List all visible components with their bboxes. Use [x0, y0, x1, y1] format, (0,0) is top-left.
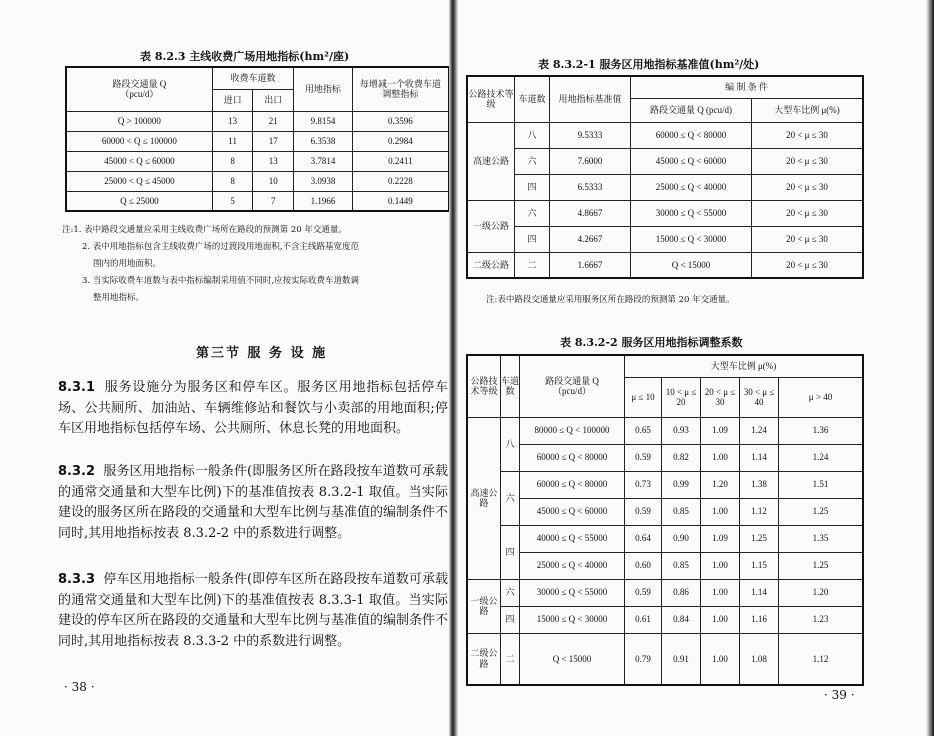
col-header-adjust: 每增减一个收费车道调整指标	[352, 67, 449, 111]
cell-lanes: 六	[515, 148, 550, 174]
cell-v: 0.93	[662, 417, 701, 444]
cell-q: Q < 15000	[520, 633, 625, 685]
table-8-3-2-1-caption: 表 8.3.2-1 服务区用地指标基准值(hm²/处)	[538, 58, 760, 71]
cell-q: 25000 < Q ≤ 45000	[66, 171, 212, 191]
cell-q: 40000 ≤ Q < 55000	[520, 525, 625, 552]
col-header-ratio-2: 10 < μ ≤ 20	[662, 377, 701, 417]
cell-v: 1.09	[701, 417, 740, 444]
cell-out: 17	[253, 131, 294, 151]
cell-q: 30000 ≤ Q < 55000	[520, 579, 625, 606]
cell-in: 13	[212, 111, 253, 131]
note-2-cont: 围内的用地面积。	[93, 259, 162, 269]
table-row	[467, 444, 863, 471]
service-area-base-table	[466, 75, 864, 279]
cell-out: 7	[253, 191, 294, 211]
table-row	[467, 552, 863, 579]
cell-grade: 二级公路	[467, 633, 501, 685]
table-row	[467, 498, 863, 525]
cell-grade: 一级公路	[467, 579, 501, 633]
cell-v: 1.25	[779, 552, 864, 579]
cell-q: 15000 ≤ Q < 30000	[520, 606, 625, 633]
cell-lanes: 四	[515, 174, 550, 200]
table-row	[467, 471, 863, 498]
cell-q: Q < 15000	[631, 252, 752, 278]
cell-in: 8	[212, 171, 253, 191]
cell-ratio: 20 < μ ≤ 30	[752, 148, 864, 174]
cell-v: 0.84	[662, 606, 701, 633]
paragraph-8-3-1	[58, 378, 448, 440]
table-row	[66, 171, 449, 191]
cell-in: 8	[212, 151, 253, 171]
cell-lanes: 六	[501, 579, 520, 606]
table-notes	[62, 222, 359, 307]
cell-base: 4.8667	[550, 200, 631, 226]
cell-in: 11	[212, 131, 253, 151]
cell-lanes: 八	[515, 122, 550, 148]
cell-adj: 0.2228	[352, 171, 449, 191]
cell-lanes: 六	[515, 200, 550, 226]
right-page	[458, 0, 934, 736]
cell-adj: 0.2411	[352, 151, 449, 171]
cell-in: 5	[212, 191, 253, 211]
cell-out: 13	[253, 151, 294, 171]
cell-q: 60000 < Q ≤ 100000	[66, 131, 212, 151]
clause-text: 服务区用地指标一般条件(即服务区所在路段按车道数可承载的通常交通量和大型车比例)下的基准值按表 8.3.2-1 取值。当实际建设的服务区所在路段的交通量和大型车比例与基准值的编制条件不同时,其用地指标按表 8.3.2-2 中的系数进行调整。	[58, 464, 449, 541]
cell-v: 0.90	[662, 525, 701, 552]
cell-v: 0.64	[625, 525, 662, 552]
cell-lanes: 六	[501, 471, 520, 525]
cell-q: 15000 ≤ Q < 30000	[631, 226, 752, 252]
cell-area: 1.1966	[294, 191, 353, 211]
cell-v: 1.51	[779, 471, 864, 498]
left-page	[0, 0, 452, 736]
col-header-lanes: 收费车道数	[212, 67, 293, 89]
cell-v: 0.99	[662, 471, 701, 498]
cell-q: Q > 100000	[66, 111, 212, 131]
col-header-out: 出口	[253, 89, 294, 111]
cell-v: 1.00	[701, 498, 740, 525]
cell-v: 0.65	[625, 417, 662, 444]
col-header-ratio: 大型车比例 μ(%)	[625, 355, 864, 377]
cell-area: 3.0938	[294, 171, 353, 191]
cell-v: 1.24	[779, 444, 864, 471]
cell-ratio: 20 < μ ≤ 30	[752, 122, 864, 148]
cell-adj: 0.3596	[352, 111, 449, 131]
cell-lanes: 二	[515, 252, 550, 278]
col-header-lanes: 车道数	[501, 355, 520, 417]
cell-lanes: 八	[501, 417, 520, 471]
col-header-lanes: 车道数	[515, 76, 550, 122]
cell-v: 1.08	[740, 633, 779, 685]
clause-number: 8.3.1	[58, 380, 96, 395]
cell-v: 1.35	[779, 525, 864, 552]
page-number-right: · 39 ·	[824, 688, 855, 702]
cell-v: 1.12	[740, 498, 779, 525]
col-header-ratio-3: 20 < μ ≤ 30	[701, 377, 740, 417]
clause-text: 停车区用地指标一般条件(即停车区所在路段按车道数可承载的通常交通量和大型车比例)下的基准值按表 8.3.3-1 取值。当实际建设的停车区所在路段的交通量和大型车比例与基准值的编制条件不同时,其用地指标按表 8.3.3-2 中的系数进行调整。	[58, 572, 449, 649]
cell-v: 1.25	[740, 525, 779, 552]
cell-q: 80000 ≤ Q < 100000	[520, 417, 625, 444]
table-row	[467, 226, 863, 252]
cell-base: 4.2667	[550, 226, 631, 252]
cell-q: 45000 ≤ Q < 60000	[631, 148, 752, 174]
cell-v: 0.59	[625, 579, 662, 606]
clause-number: 8.3.2	[58, 464, 96, 479]
table-row	[467, 579, 863, 606]
cell-base: 9.5333	[550, 122, 631, 148]
book-spine	[449, 0, 458, 736]
table-8-2-3-caption: 表 8.2.3 主线收费广场用地指标(hm²/座)	[140, 50, 350, 63]
cell-v: 0.91	[662, 633, 701, 685]
col-header-grade: 公路技术等级	[467, 355, 501, 417]
cell-v: 0.60	[625, 552, 662, 579]
page-edge	[926, 0, 934, 736]
cell-q: 45000 ≤ Q < 60000	[520, 498, 625, 525]
cell-ratio: 20 < μ ≤ 30	[752, 200, 864, 226]
cell-v: 1.00	[701, 606, 740, 633]
col-header-traffic	[520, 355, 625, 417]
cell-v: 1.16	[740, 606, 779, 633]
toll-plaza-table	[65, 66, 450, 212]
col-header-ratio-4: 30 < μ ≤ 40	[740, 377, 779, 417]
cell-lanes: 四	[501, 525, 520, 579]
cell-base: 1.6667	[550, 252, 631, 278]
table-row	[467, 252, 863, 278]
cell-v: 0.61	[625, 606, 662, 633]
cell-v: 1.36	[779, 417, 864, 444]
table-note: 注:表中路段交通量应采用服务区所在路段的预测第 20 年交通量。	[486, 295, 735, 305]
cell-v: 1.09	[701, 525, 740, 552]
cell-v: 1.12	[779, 633, 864, 685]
cell-v: 1.24	[740, 417, 779, 444]
col-header-traffic-unit: （pcu/d）	[120, 89, 159, 100]
cell-out: 10	[253, 171, 294, 191]
col-header-ratio-1: μ ≤ 10	[625, 377, 662, 417]
col-header-traffic	[66, 67, 212, 111]
cell-v: 1.00	[701, 552, 740, 579]
table-row	[66, 151, 449, 171]
section-title: 第三节 服 务 设 施	[196, 346, 328, 361]
cell-q: 60000 ≤ Q < 80000	[520, 444, 625, 471]
table-row	[467, 122, 863, 148]
table-row	[467, 606, 863, 633]
cell-v: 0.82	[662, 444, 701, 471]
cell-v: 1.25	[779, 498, 864, 525]
cell-grade: 二级公路	[467, 252, 515, 278]
cell-v: 1.00	[701, 633, 740, 685]
col-header-area: 用地指标	[294, 67, 353, 111]
cell-lanes: 二	[501, 633, 520, 685]
cell-v: 0.86	[662, 579, 701, 606]
table-row	[467, 174, 863, 200]
cell-area: 9.8154	[294, 111, 353, 131]
note-3-cont: 整用地指标。	[93, 293, 145, 303]
cell-v: 1.00	[701, 579, 740, 606]
cell-q: 30000 ≤ Q < 55000	[631, 200, 752, 226]
cell-area: 3.7814	[294, 151, 353, 171]
cell-ratio: 20 < μ ≤ 30	[752, 174, 864, 200]
cell-v: 0.59	[625, 444, 662, 471]
cell-v: 1.38	[740, 471, 779, 498]
cell-q: 25000 ≤ Q < 40000	[520, 552, 625, 579]
cell-base: 6.5333	[550, 174, 631, 200]
cell-v: 1.14	[740, 444, 779, 471]
page-number-left: · 38 ·	[64, 680, 95, 694]
cell-v: 0.79	[625, 633, 662, 685]
col-header-ratio: 大型车比例 μ(%)	[752, 98, 864, 122]
cell-adj: 0.1449	[352, 191, 449, 211]
table-row	[467, 525, 863, 552]
cell-v: 1.14	[740, 579, 779, 606]
col-header-traffic-label: 路段交通量 Q	[112, 78, 167, 89]
table-row	[66, 131, 449, 151]
cell-base: 7.6000	[550, 148, 631, 174]
col-header-in: 进口	[212, 89, 253, 111]
col-header-base: 用地指标基准值	[550, 76, 631, 122]
paragraph-8-3-3	[58, 570, 448, 652]
col-header-grade: 公路技术等级	[467, 76, 515, 122]
cell-v: 1.00	[701, 444, 740, 471]
table-row	[467, 148, 863, 174]
service-area-adjust-table	[466, 354, 864, 686]
cell-grade: 一级公路	[467, 200, 515, 252]
cell-v: 1.15	[740, 552, 779, 579]
col-header-traffic-unit: （pcu/d）	[553, 386, 591, 397]
cell-q: 45000 < Q ≤ 60000	[66, 151, 212, 171]
cell-adj: 0.2984	[352, 131, 449, 151]
cell-grade: 高速公路	[467, 122, 515, 200]
cell-lanes: 四	[515, 226, 550, 252]
col-header-traffic-label: 路段交通量 Q	[545, 375, 599, 386]
cell-q: 25000 ≤ Q < 40000	[631, 174, 752, 200]
table-row	[467, 200, 863, 226]
cell-q: 60000 ≤ Q < 80000	[631, 122, 752, 148]
table-row	[66, 111, 449, 131]
cell-q: 60000 ≤ Q < 80000	[520, 471, 625, 498]
col-header-ratio-5: μ > 40	[779, 377, 864, 417]
cell-lanes: 四	[501, 606, 520, 633]
cell-v: 0.59	[625, 498, 662, 525]
cell-v: 1.20	[779, 579, 864, 606]
cell-v: 0.85	[662, 498, 701, 525]
table-row	[66, 191, 449, 211]
note-3: 3. 当实际收费车道数与表中指标编制采用值不同时,应按实际收费车道数调	[82, 276, 360, 286]
note-2: 2. 表中用地指标包含主线收费广场的过渡段用地面积,不含主线路基宽度范	[82, 242, 360, 252]
cell-out: 21	[253, 111, 294, 131]
cell-v: 1.20	[701, 471, 740, 498]
table-row	[467, 633, 863, 685]
table-8-3-2-2-caption: 表 8.3.2-2 服务区用地指标调整系数	[560, 336, 743, 349]
cell-q: Q ≤ 25000	[66, 191, 212, 211]
cell-v: 1.23	[779, 606, 864, 633]
clause-number: 8.3.3	[58, 572, 96, 587]
table-row	[467, 417, 863, 444]
paragraph-8-3-2	[58, 462, 448, 544]
clause-text: 服务设施分为服务区和停车区。服务区用地指标包括停车场、公共厕所、加油站、车辆维修站和餐饮与小卖部的用地面积;停车区用地指标包括停车场、公共厕所、休息长凳的用地面积。	[58, 380, 448, 436]
cell-grade: 高速公路	[467, 417, 501, 579]
col-header-conditions: 编 制 条 件	[631, 76, 864, 98]
col-header-traffic: 路段交通量 Q (pcu/d)	[631, 98, 752, 122]
cell-area: 6.3538	[294, 131, 353, 151]
cell-ratio: 20 < μ ≤ 30	[752, 252, 864, 278]
cell-v: 0.73	[625, 471, 662, 498]
cell-v: 0.85	[662, 552, 701, 579]
note-1: 注:1. 表中路段交通量应采用主线收费广场所在路段的预测第 20 年交通量。	[62, 225, 347, 235]
cell-ratio: 20 < μ ≤ 30	[752, 226, 864, 252]
